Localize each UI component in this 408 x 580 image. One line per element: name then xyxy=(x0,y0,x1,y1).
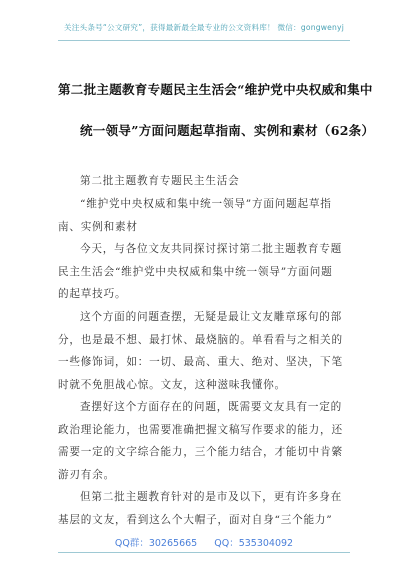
qq-number: QQ：535304092 xyxy=(214,538,294,549)
paragraph-line: 分，也是最不想、最打怵、最烧脑的。单看看与之相关的 xyxy=(58,333,343,346)
paragraph-1 xyxy=(80,170,352,193)
paragraph-line: 政治理论能力，也需要准确把握文稿写作要求的能力，还 xyxy=(58,423,343,436)
paragraph-line: “维护党中央权威和集中统一领导”方面问题起草指 xyxy=(80,198,332,210)
header-divider xyxy=(58,40,350,41)
header-note: 关注头条号“公文研究”，获得最新最全最专业的公文资料库！ 微信：gongwenyj xyxy=(63,23,345,32)
footer-contact xyxy=(0,535,408,549)
document-title-line-1: 第二批主题教育专题民主生活会“维护党中央权威和集中 xyxy=(58,82,373,97)
paragraph-line: 需要一定的文字综合能力，三个能力结合，才能切中肯綮 xyxy=(58,446,343,458)
paragraph-line: 这个方面的问题查摆，无疑是最让文友雕章琢句的部 xyxy=(80,311,343,323)
paragraph-6 xyxy=(58,486,352,531)
paragraph-line: 南、实例和素材 xyxy=(58,220,138,233)
paragraph-3 xyxy=(58,238,352,306)
paragraph-line: 今天，与各位文友共同探讨探讨第二批主题教育专题 xyxy=(80,243,343,255)
paragraph-line: 时就不免胆战心惊。文友，这种滋味我懂你。 xyxy=(58,378,286,391)
paragraph-4 xyxy=(58,306,352,396)
paragraph-line: 基层的文友，看到这么个大帽子，面对自身“三个能力” xyxy=(58,513,333,526)
paragraph-line: 游刃有余。 xyxy=(58,468,115,481)
paragraph-line: 民主生活会“维护党中央权威和集中统一领导”方面问题 xyxy=(58,265,333,278)
paragraph-line: 的起草技巧。 xyxy=(58,288,127,300)
paragraph-5 xyxy=(58,396,352,486)
document-title-line-2: 统一领导”方面问题起草指南、实例和素材（62条） xyxy=(80,123,375,138)
paragraph-line: 查摆好这个方面存在的问题，既需要文友具有一定的 xyxy=(80,401,343,413)
paragraph-2 xyxy=(58,193,352,238)
qq-group-number: QQ群：30265665 xyxy=(114,538,198,549)
footer-divider xyxy=(58,552,350,553)
paragraph-line: 第二批主题教育专题民主生活会 xyxy=(80,175,240,187)
paragraph-line: 一些修饰词，如：一切、最高、重大、绝对、坚决，下笔 xyxy=(58,356,343,368)
paragraph-line: 但第二批主题教育针对的是市及以下，更有许多身在 xyxy=(80,491,343,503)
